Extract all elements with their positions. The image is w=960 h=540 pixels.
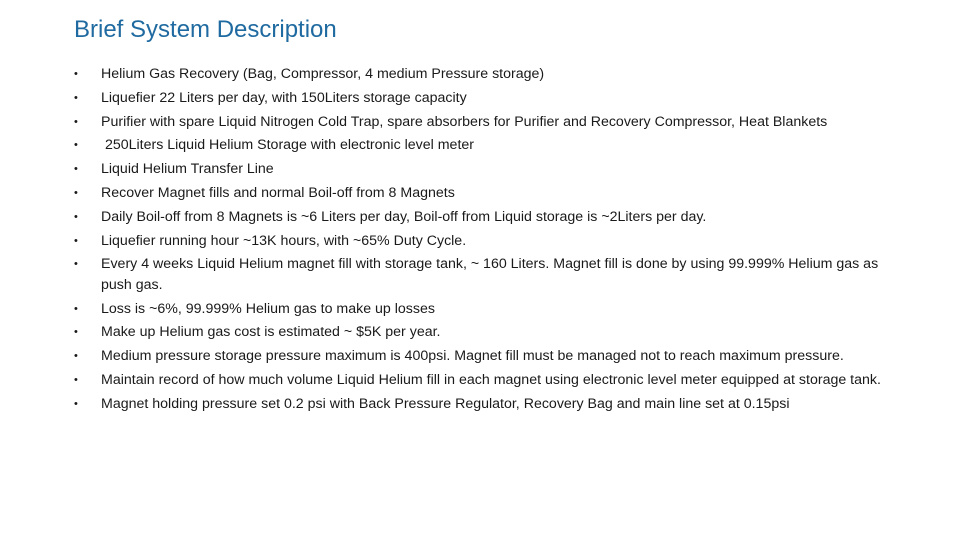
bullet-icon: • [74,68,78,80]
list-item [74,135,894,156]
bullet-icon: • [74,186,78,199]
bullet-icon: • [74,139,78,152]
bullet-icon: • [74,326,78,339]
bullet-list [74,64,894,418]
list-item-text: Liquefier running hour ~13K hours, with ~65% Duty Cycle. [101,232,467,249]
list-item [74,254,894,295]
list-item-text: Every 4 weeks Liquid Helium magnet fill with storage tank, ~ 160 Liters. Magnet fill is done by using 99.999% Helium gas as push gas. [101,256,879,293]
bullet-icon: • [74,234,78,247]
bullet-icon: • [74,350,78,363]
bullet-icon: • [74,397,78,410]
list-item [74,394,894,415]
bullet-icon: • [74,374,78,387]
list-item-text: Liquefier 22 Liters per day, with 150Liters storage capacity [101,89,467,106]
bullet-icon: • [74,115,78,128]
list-item [74,88,894,109]
list-item [74,112,894,133]
list-item-text: Liquid Helium Transfer Line [101,161,274,178]
list-item-text: Loss is ~6%, 99.999% Helium gas to make up losses [101,300,435,317]
list-item [74,64,894,85]
list-item-text: Make up Helium gas cost is estimated ~ $5K per year. [101,324,441,341]
list-item [74,322,894,343]
list-item-text: 250Liters Liquid Helium Storage with electronic level meter [101,137,474,154]
list-item-text: Daily Boil-off from 8 Magnets is ~6 Liters per day, Boil-off from Liquid storage is ~2Liters per day. [101,208,707,225]
list-item-text: Helium Gas Recovery (Bag, Compressor, 4 medium Pressure storage) [101,66,545,82]
bullet-icon: • [74,302,78,315]
bullet-icon: • [74,91,78,104]
list-item-text: Medium pressure storage pressure maximum is 400psi. Magnet fill must be managed not to reach maximum pressure. [101,348,844,365]
list-item [74,207,894,228]
list-item [74,346,894,367]
list-item-text: Recover Magnet fills and normal Boil-off from 8 Magnets [101,184,455,201]
list-item [74,159,894,180]
list-item [74,183,894,204]
list-item [74,231,894,252]
bullet-icon: • [74,258,78,271]
list-item-text: Purifier with spare Liquid Nitrogen Cold Trap, spare absorbers for Purifier and Recovery Compressor, Heat Blankets [101,113,828,130]
list-item-text: Magnet holding pressure set 0.2 psi with Back Pressure Regulator, Recovery Bag and main line set at 0.15psi [101,395,790,412]
slide-title: Brief System Description [74,16,337,43]
bullet-icon: • [74,163,78,176]
bullet-icon: • [74,210,78,223]
list-item [74,299,894,320]
list-item [74,370,894,391]
list-item-text: Maintain record of how much volume Liquid Helium fill in each magnet using electronic level meter equipped at storage tank. [101,372,881,389]
